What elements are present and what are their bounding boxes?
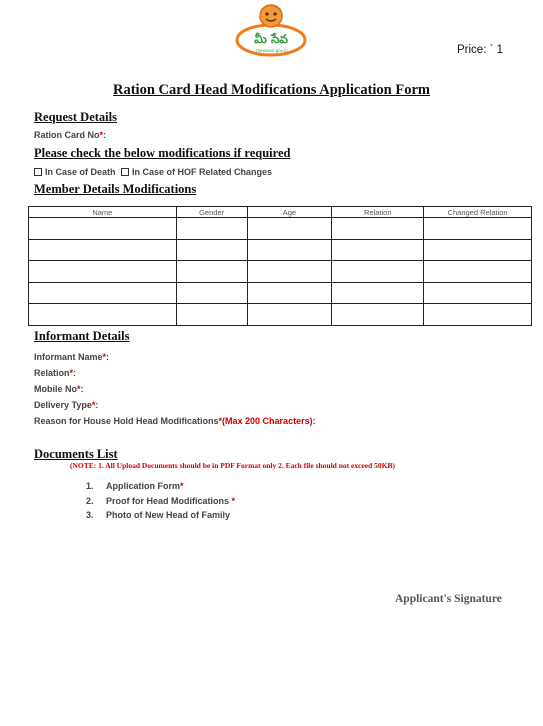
document-item	[86, 496, 235, 506]
table-cell[interactable]	[424, 282, 532, 304]
required-mark: *	[180, 481, 184, 491]
col-relation-header: Relation	[332, 207, 424, 218]
request-details-heading: Request Details	[34, 110, 117, 124]
field-colon: :	[106, 352, 110, 362]
delivery-type-field[interactable]	[34, 400, 98, 410]
table-header-row	[29, 207, 532, 218]
hof-option-label: In Case of HOF Related Changes	[132, 167, 273, 177]
relation-field[interactable]	[34, 368, 76, 378]
applicant-signature: Applicant's Signature	[395, 593, 502, 605]
ration-card-field[interactable]	[34, 130, 106, 140]
table-cell[interactable]	[247, 239, 332, 261]
upload-note: (NOTE: 1. All Upload Documents should be in PDF Format only 2. Each file should not exceed 50KB)	[70, 461, 395, 470]
table-cell[interactable]	[247, 282, 332, 304]
table-cell[interactable]	[176, 261, 247, 283]
table-cell[interactable]	[247, 218, 332, 240]
field-colon: :	[312, 416, 316, 426]
document-number: 3.	[86, 510, 94, 520]
table-cell[interactable]	[424, 239, 532, 261]
table-row	[29, 282, 532, 304]
field-label: Reason for House Hold Head Modifications	[34, 416, 219, 426]
table-cell[interactable]	[29, 282, 177, 304]
table-cell[interactable]	[424, 218, 532, 240]
table-cell[interactable]	[247, 304, 332, 326]
max-chars-note: *(Max 200 Characters)	[218, 416, 313, 426]
table-cell[interactable]	[424, 304, 532, 326]
required-mark: *	[99, 130, 104, 140]
logo-graphic	[232, 2, 310, 60]
form-title: Ration Card Head Modifications Application Form	[113, 82, 430, 98]
informant-name-field[interactable]	[34, 352, 109, 362]
col-changed-relation-header: Changed Relation	[424, 207, 532, 218]
table-row	[29, 239, 532, 261]
table-cell[interactable]	[29, 239, 177, 261]
mobile-no-field[interactable]	[34, 384, 84, 394]
table-cell[interactable]	[332, 218, 424, 240]
table-cell[interactable]	[332, 261, 424, 283]
logo-text: మీ సేవ	[254, 32, 288, 46]
required-mark: *	[91, 400, 96, 410]
field-colon: :	[80, 384, 84, 394]
field-colon: :	[73, 368, 77, 378]
table-cell[interactable]	[247, 261, 332, 283]
field-label: Relation	[34, 368, 70, 378]
table-row	[29, 261, 532, 283]
document-item	[86, 481, 184, 491]
modification-options	[34, 167, 272, 177]
ration-card-label: Ration Card No	[34, 130, 100, 140]
logo-tagline: meeseva.gov.in	[256, 48, 288, 53]
table-cell[interactable]	[332, 282, 424, 304]
table-cell[interactable]	[29, 218, 177, 240]
table-cell[interactable]	[176, 218, 247, 240]
document-label: Proof for Head Modifications	[106, 496, 230, 506]
col-age-header: Age	[247, 207, 332, 218]
death-checkbox[interactable]	[34, 168, 42, 176]
meeseva-logo	[232, 2, 310, 60]
table-cell[interactable]	[176, 282, 247, 304]
reason-field[interactable]	[34, 416, 316, 426]
document-number: 2.	[86, 496, 94, 506]
table-cell[interactable]	[332, 239, 424, 261]
col-gender-header: Gender	[176, 207, 247, 218]
required-mark: *	[229, 496, 236, 506]
table-row	[29, 218, 532, 240]
informant-details-heading: Informant Details	[34, 329, 130, 343]
document-item	[86, 510, 230, 520]
table-row	[29, 304, 532, 326]
required-mark: *	[69, 368, 74, 378]
document-label: Photo of New Head of Family	[106, 510, 231, 520]
table-cell[interactable]	[424, 261, 532, 283]
table-cell[interactable]	[29, 304, 177, 326]
field-colon: :	[95, 400, 99, 410]
death-option-label: In Case of Death	[45, 167, 116, 177]
member-details-table	[28, 206, 532, 326]
table-cell[interactable]	[176, 239, 247, 261]
documents-list-heading: Documents List	[34, 447, 118, 461]
modifications-heading: Please check the below modifications if required	[34, 146, 291, 160]
field-label: Delivery Type	[34, 400, 92, 410]
required-mark: *	[102, 352, 107, 362]
document-label: Application Form	[106, 481, 180, 491]
table-cell[interactable]	[176, 304, 247, 326]
hof-checkbox[interactable]	[121, 168, 129, 176]
table-cell[interactable]	[332, 304, 424, 326]
member-details-heading: Member Details Modifications	[34, 182, 197, 196]
document-number: 1.	[86, 481, 94, 491]
table-cell[interactable]	[29, 261, 177, 283]
price-label: Price: ` 1	[457, 44, 504, 56]
required-mark: *	[77, 384, 81, 394]
col-name-header: Name	[29, 207, 177, 218]
field-label: Informant Name	[34, 352, 103, 362]
field-colon: :	[103, 130, 107, 140]
field-label: Mobile No	[34, 384, 77, 394]
